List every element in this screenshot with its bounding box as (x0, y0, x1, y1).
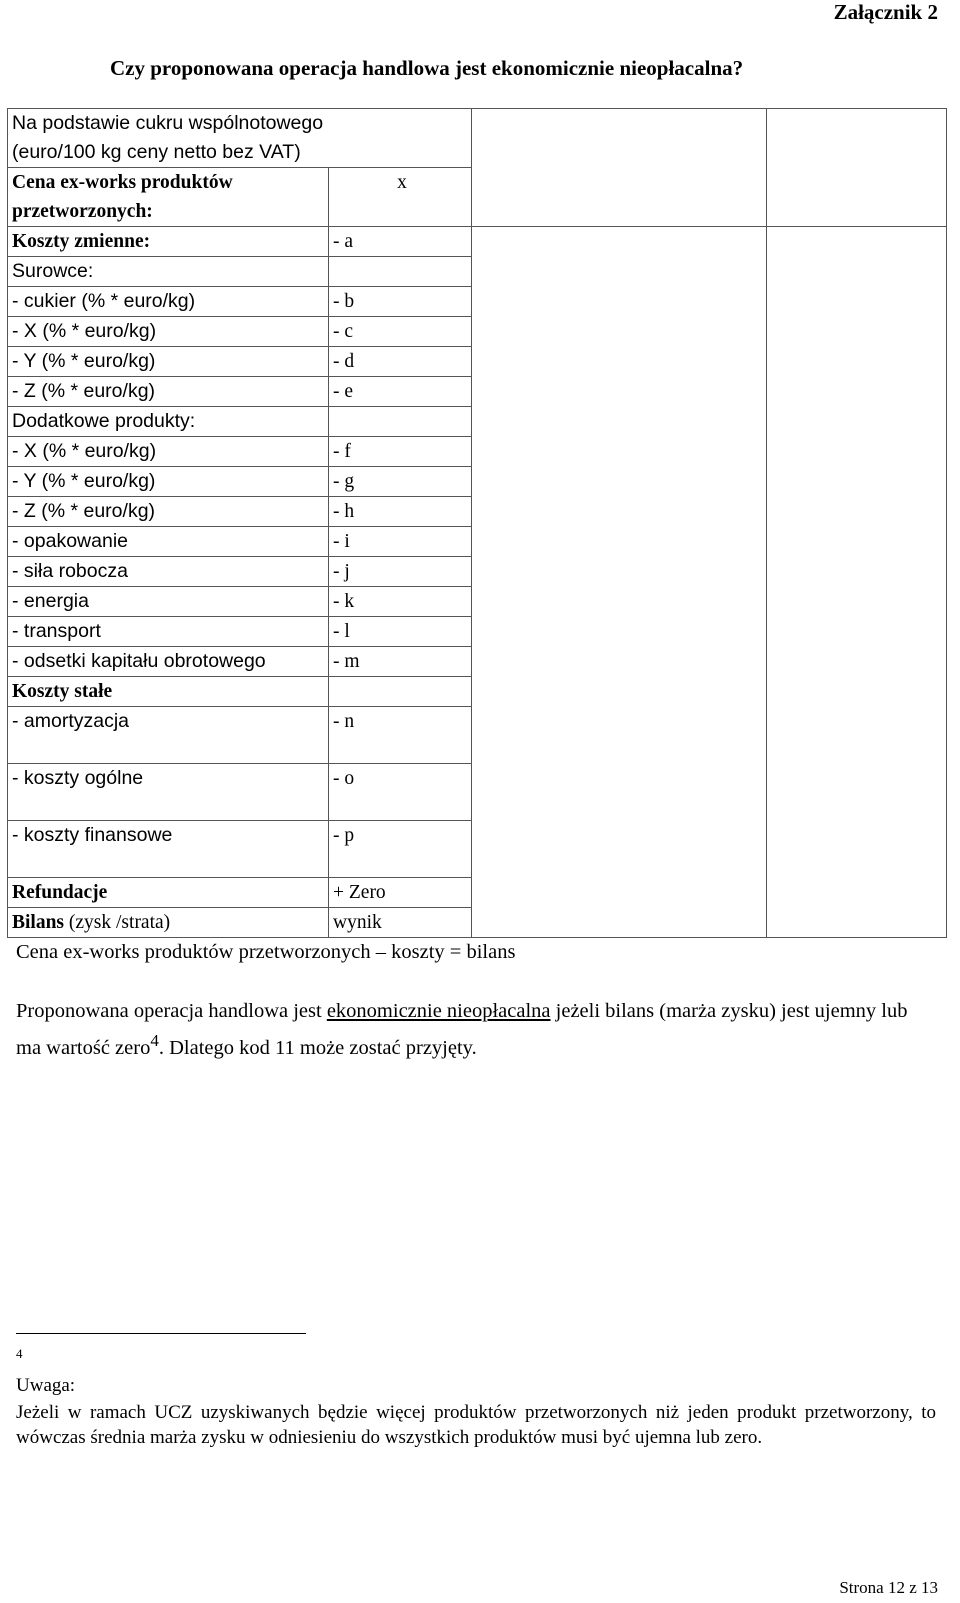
row-label: - Z (% * euro/kg) (8, 377, 329, 407)
row-value: - m (329, 647, 472, 677)
row-label: - Y (% * euro/kg) (8, 347, 329, 377)
exworks-label-cell (8, 168, 329, 227)
balance-value: wynik (329, 908, 472, 938)
empty-cell (329, 257, 472, 287)
statement-part-3: . Dlatego kod 11 może zostać przyjęty. (158, 1036, 477, 1059)
header-line-2: (euro/100 kg ceny netto bez VAT) (12, 141, 301, 163)
row-label: - energia (8, 587, 329, 617)
page-number: Strona 12 z 13 (839, 1578, 938, 1597)
additional-products-label: Dodatkowe produkty: (8, 407, 329, 437)
row-value: - e (329, 377, 472, 407)
empty-cell (472, 109, 767, 227)
empty-cell (767, 109, 947, 227)
fixed-costs-label: Koszty stałe (8, 677, 329, 707)
row-label: - amortyzacja (8, 707, 329, 764)
statement-paragraph (16, 997, 936, 1063)
footnote-reference: 4 (150, 1031, 159, 1050)
balance-label-bold: Bilans (12, 912, 65, 933)
row-label: - Z (% * euro/kg) (8, 497, 329, 527)
footnote-heading: Uwaga: (16, 1375, 76, 1396)
row-value: - f (329, 437, 472, 467)
table-header-cell (8, 109, 472, 168)
refunds-label: Refundacje (8, 878, 329, 908)
statement-part-1: Proponowana operacja handlowa jest (16, 1000, 327, 1022)
statement-underlined: ekonomicznie nieopłacalna (326, 1000, 551, 1022)
exworks-value: x (329, 168, 472, 227)
row-value: - b (329, 287, 472, 317)
exworks-label-line-1: Cena ex-works produktów (12, 172, 233, 193)
row-value: - j (329, 557, 472, 587)
row-label: - X (% * euro/kg) (8, 317, 329, 347)
row-label: - X (% * euro/kg) (8, 437, 329, 467)
page-title: Czy proponowana operacja handlowa jest ekonomicznie nieopłacalna? (110, 56, 744, 80)
header-line-1: Na podstawie cukru wspólnotowego (12, 112, 324, 134)
empty-column (767, 227, 947, 938)
row-label: - transport (8, 617, 329, 647)
empty-cell (329, 677, 472, 707)
row-label: - odsetki kapitału obrotowego (8, 647, 329, 677)
row-label: - Y (% * euro/kg) (8, 467, 329, 497)
statement-part-2: jeżeli bilans (marża zysku) jest ujemny lub ma wartość zero (16, 1000, 908, 1059)
row-label: - siła robocza (8, 557, 329, 587)
row-label: - koszty ogólne (8, 764, 329, 821)
empty-column (472, 227, 767, 938)
empty-cell (329, 407, 472, 437)
row-label: - koszty finansowe (8, 821, 329, 878)
footnote-body: Jeżeli w ramach UCZ uzyskiwanych będzie więcej produktów przetworzonych niż jeden produkt przetworzony, to wówczas średnia marża zysku w odniesieniu do wszystkich produktów musi być ujemna lub zero. (16, 1402, 936, 1448)
row-value: - n (329, 707, 472, 764)
exworks-label-line-2: przetworzonych: (12, 201, 153, 222)
row-value: - o (329, 764, 472, 821)
variable-costs-label: Koszty zmienne: (8, 227, 329, 257)
row-value: - l (329, 617, 472, 647)
row-value: - g (329, 467, 472, 497)
row-value: - h (329, 497, 472, 527)
balance-label-rest: (zysk /strata) (64, 912, 171, 933)
row-value: - d (329, 347, 472, 377)
annex-label: Załącznik 2 (833, 0, 938, 24)
balance-formula: Cena ex-works produktów przetworzonych – koszty = bilans (16, 941, 516, 963)
table-row (8, 109, 947, 168)
row-value: - k (329, 587, 472, 617)
raw-materials-label: Surowce: (8, 257, 329, 287)
table-row (8, 227, 947, 257)
footnote-divider (16, 1333, 306, 1334)
variable-costs-value: - a (329, 227, 472, 257)
footnote-number: 4 (16, 1346, 23, 1361)
row-value: - i (329, 527, 472, 557)
refunds-value: + Zero (329, 878, 472, 908)
row-value: - p (329, 821, 472, 878)
row-label: - cukier (% * euro/kg) (8, 287, 329, 317)
row-value: - c (329, 317, 472, 347)
row-label: - opakowanie (8, 527, 329, 557)
balance-label-cell (8, 908, 329, 938)
calculation-table (7, 108, 947, 938)
